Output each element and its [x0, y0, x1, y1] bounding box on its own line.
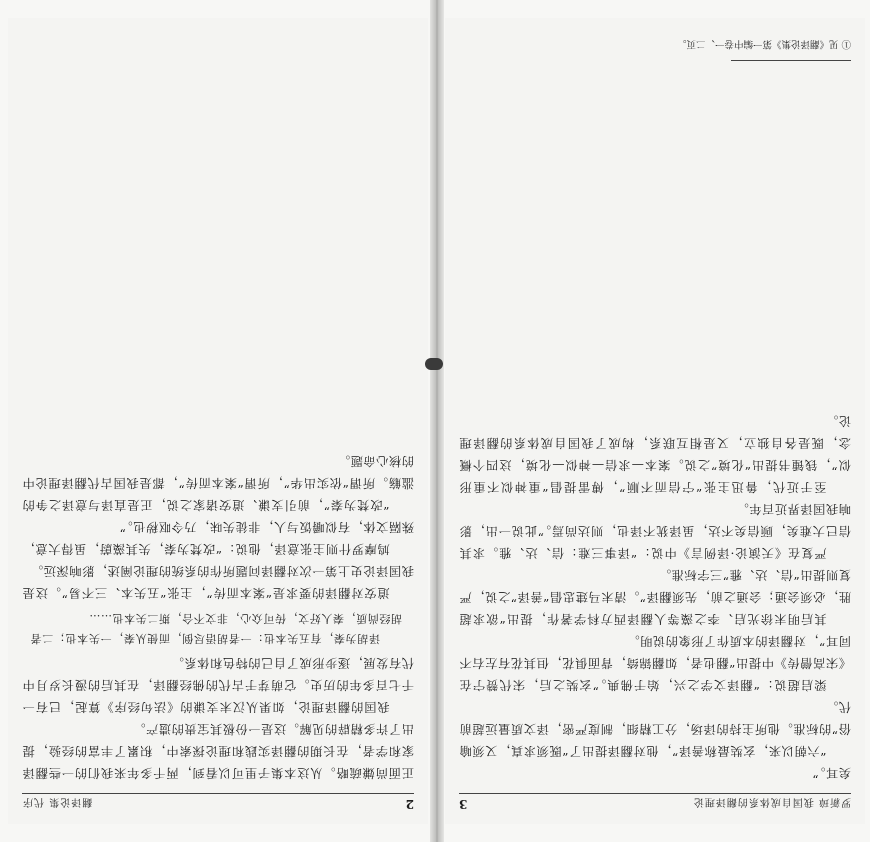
quote-paragraph: 译胡为秦，有五失本也：一者胡语尽倒，而使从秦，一失本也；二者胡经尚质，秦人好文，传可众心，非文不合，斯二失本也…… [30, 612, 402, 645]
right-page-content [445, 18, 865, 824]
right-running-title: 罗新璋 我国自成体系的翻译理论 [692, 796, 851, 808]
right-page-body [459, 32, 851, 784]
paragraph: 严复在《天演论·译例言》中说：“译事三难：信、达、雅。求其信已大难矣，顾信矣不达，虽译犹不译也，则达尚焉。”此说一出，影响我国译界近百年。 [459, 502, 851, 560]
footnote-rule [731, 60, 851, 61]
right-page-header [459, 793, 851, 814]
left-page [8, 18, 428, 824]
paragraph: 梁启超说：“翻译文学之兴，始于佛典。”玄奘之后，宋代赞宁在《宋高僧传》中提出“翻也者，如翻锦绮，背面俱花，但其花有左右不同耳”，对翻译的本质作了形象的说明。 [459, 634, 851, 692]
paragraph: 道安对翻译的要求是“案本而传”，主张“五失本、三不易”。这是我国译论史上第一次对翻译问题所作的系统的理论阐述，影响深远。 [22, 564, 414, 600]
book-gutter [430, 0, 444, 842]
right-page-number: 3 [459, 797, 468, 811]
binding-clip [425, 358, 443, 370]
left-page-content [8, 18, 428, 824]
paragraph: 鸠摩罗什则主张意译，他说：“改梵为秦，失其藻蔚，虽得大意，殊隔文体，有似嚼饭与人，非徒失味，乃令呕秽也。” [22, 520, 414, 556]
paragraph: 我国的翻译理论，如果从汉末支谦的《法句经序》算起，已有一千七百多年的历史。它萌芽于古代的佛经翻译，在其后的漫长岁月中代有发展，逐步形成了自己的特色和体系。 [22, 656, 414, 714]
paragraph: “改梵为秦”，前引支谦、道安诸家之说，正是直译与意译之争的滥觞。所谓“依实出华”，所谓“案本而传”，都是我国古代翻译理论中的核心命题。 [22, 454, 414, 512]
paragraph: 其后明末徐光启、李之藻等人翻译西方科学著作，提出“欲求超胜，必须会通；会通之前，先须翻译”。清末马建忠倡“善译”之说，严复则提出“信、达、雅”三字标准。 [459, 568, 851, 626]
left-running-title: 翻译论集 代序 [22, 796, 93, 808]
right-page [445, 18, 865, 824]
left-page-header [22, 793, 414, 814]
paragraph: 矣耳。” [811, 766, 851, 780]
footnote: ① 见《翻译论集》第一编中卷一、二页。 [676, 38, 851, 49]
left-page-number: 2 [405, 797, 414, 811]
left-page-body [22, 32, 414, 784]
paragraph: 至于近代，鲁迅主张“宁信而不顺”，傅雷提倡“重神似不重形似”，钱锺书提出“化境”之说。案本—求信—神似—化境，这四个概念，既是各自独立，又是相互联系，构成了我国自成体系的翻译理论。 [459, 414, 851, 494]
paragraph: “六朝以来，玄奘最称善译”，他对翻译提出了“既须求真，又须喻俗”的标准。他所主持的译场，分工精细，制度严密，译文质量远超前代。 [459, 700, 851, 758]
paragraph: 正面尚嫌疏略。从这本集子里可以看到，两千多年来我们的一些翻译家和学者，在长期的翻译实践和理论探索中，积累了丰富的经验，提出了许多精辟的见解。这是一份极其宝贵的遗产。 [22, 722, 414, 780]
